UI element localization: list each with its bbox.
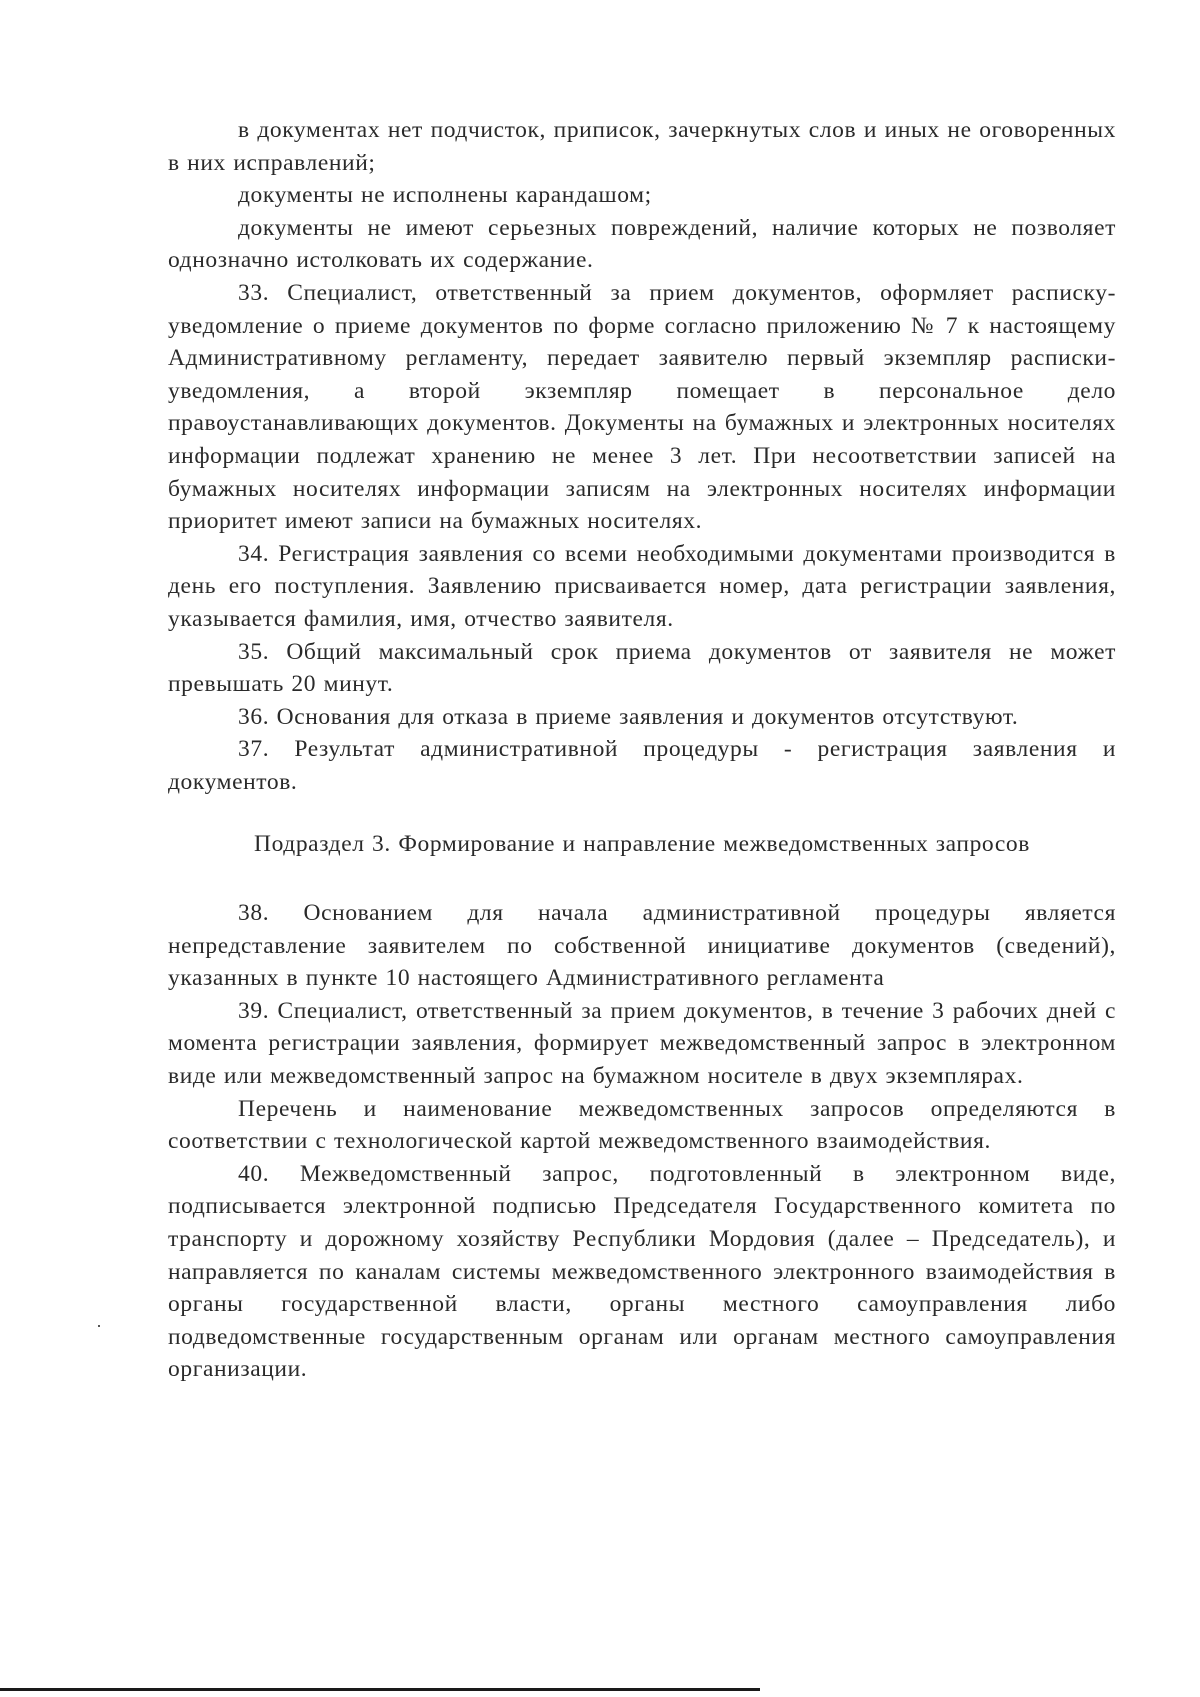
paragraph-36: 36. Основания для отказа в приеме заявления и документов отсутствуют. <box>238 703 1019 730</box>
paragraph-no-damage: документы не имеют серьезных повреждений, наличие которых не позволяет однозначно истолковать их содержание. <box>168 214 1116 274</box>
scan-bottom-rule <box>0 1688 760 1691</box>
paragraph-33: 33. Специалист, ответственный за прием документов, оформляет расписку-уведомление о приеме документов по форме согласно приложению № 7 к настоящему Административному регламенту, передает заявителю первый экземпляр расписки-уведомления, а второй экземпляр помещает в персональное дело правоустанавливающих документов. Документы на бумажных и электронных носителях информации подлежат хранению не менее 3 лет. При несоответствии записей на бумажных носителях информации записям на электронных носителях информации приоритет имеют записи на бумажных носителях. <box>168 279 1116 535</box>
paragraph-no-pencil: документы не исполнены карандашом; <box>238 182 652 209</box>
paragraph-34: 34. Регистрация заявления со всеми необходимыми документами производится в день его поступления. Заявлению присваивается номер, дата регистрации заявления, указывается фамилия, имя, отчество заявителя. <box>168 540 1116 632</box>
paragraph-request-list: Перечень и наименование межведомственных запросов определяются в соответствии с технологической картой межведомственного взаимодействия. <box>168 1095 1116 1155</box>
paragraph-35: 35. Общий максимальный срок приема документов от заявителя не может превышать 20 минут. <box>168 638 1116 698</box>
paragraph-no-erasures: в документах нет подчисток, приписок, зачеркнутых слов и иных не оговоренных в них исправлений; <box>168 117 1116 176</box>
paragraph-40: 40. Межведомственный запрос, подготовленный в электронном виде, подписывается электронной подписью Председателя Государственного комитета по транспорту и дорожному хозяйству Республики Мордовия (далее – Председатель), и направляется по каналам системы межведомственного электронного взаимодействия в органы государственной власти, органы местного самоуправления либо подведомственные государственным органам или органам местного самоуправления организации. <box>168 1160 1116 1383</box>
section-heading: Подраздел 3. Формирование и направление межведомственных запросов <box>254 831 1030 858</box>
document-page <box>168 114 1116 1386</box>
scan-speck <box>98 1325 100 1327</box>
paragraph-39: 39. Специалист, ответственный за прием документов, в течение 3 рабочих дней с момента регистрации заявления, формирует межведомственный запрос в электронном виде или межведомственный запрос на бумажном носителе в двух экземплярах. <box>168 997 1116 1090</box>
paragraph-37: 37. Результат административной процедуры - регистрация заявления и документов. <box>168 736 1116 795</box>
paragraph-38: 38. Основанием для начала административной процедуры является непредставление заявителем по собственной инициативе документов (сведений), указанных в пункте 10 настоящего Административного регламента <box>168 900 1116 992</box>
